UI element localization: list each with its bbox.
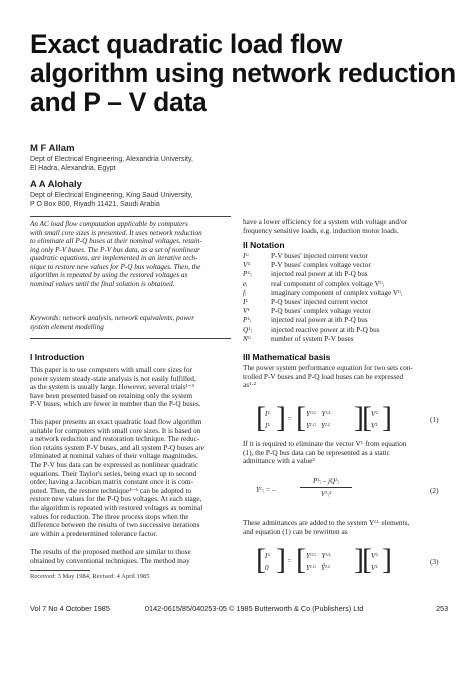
left-bracket: [ <box>296 401 306 434</box>
keywords <box>30 314 194 331</box>
notation-symbol: Pᴸᵢ <box>243 316 252 325</box>
text-line: tion retains system P-V buses, and all system P-Q buses are <box>30 442 204 452</box>
notation-description: real component of complex voltage Vᴳᵢ <box>271 279 384 288</box>
author-name: M F Allam <box>30 143 75 154</box>
text-line: suitable for computers with small core sizes. It is based on <box>30 425 201 435</box>
text-line: eliminated at nominal values of their voltage magnitudes. <box>30 451 198 461</box>
right-bracket: ] <box>276 401 286 434</box>
notation-symbol: Pᴳᵢ <box>243 270 252 279</box>
notation-row <box>243 298 402 307</box>
left-bracket: [ <box>362 543 372 576</box>
left-bracket: [ <box>296 543 306 576</box>
text-line: These admittances are added to the system Yᴸᴸ elements, <box>243 518 410 527</box>
notation-description: injected real power at ith P-Q bus <box>271 316 368 325</box>
notation-row <box>243 280 402 289</box>
left-bracket: [ <box>256 543 266 576</box>
notation-row <box>243 335 402 344</box>
left-bracket: [ <box>362 401 372 434</box>
text-line: trolled P-V buses and P-Q load buses can be expressed <box>243 371 404 381</box>
equation-2 <box>256 477 452 507</box>
notation-symbol: eᵢ <box>243 279 248 288</box>
affiliation-line: Dept of Electrical Engineering, Alexandria University, <box>30 156 193 163</box>
intro-paragraph-2 <box>30 418 204 538</box>
fraction-denominator: Vᴸᵢ² <box>320 490 332 498</box>
notation-list <box>243 252 402 344</box>
title-line: and P – V data <box>30 87 207 117</box>
notation-symbol: Iᴸ <box>243 298 249 307</box>
notation-symbol: Vᴸ <box>243 307 251 316</box>
notation-row <box>243 316 402 325</box>
keywords-line: Keywords: network analysis, network equivalents, power <box>30 314 195 322</box>
text-line: as¹·² <box>243 380 256 390</box>
text-line: have a lower efficiency for a system with voltage and/or <box>243 217 408 226</box>
text-line: as the system is usually large. However, several trials¹⁻³ <box>30 382 194 392</box>
vector-entry: Vᴳ <box>371 552 379 560</box>
equation-number: (2) <box>430 486 439 495</box>
vector-entry: Iᴳ <box>265 410 271 418</box>
right-bracket: ] <box>382 543 392 576</box>
keywords-line: system element modelling <box>30 322 104 331</box>
math-paragraph-2 <box>243 440 406 466</box>
abstract <box>30 220 202 288</box>
equals-sign: = <box>287 557 292 565</box>
vector-entry: Iᴸ <box>265 422 271 430</box>
vector-entry: Vᴳ <box>371 410 379 418</box>
author-affiliation <box>30 191 193 209</box>
equation-3 <box>256 545 452 579</box>
matrix-entry: Yᴳᴸ <box>321 552 332 560</box>
received-date: Received: 3 May 1984, Revised: 4 April 1985 <box>30 573 150 580</box>
intro-paragraph-3 <box>30 548 191 565</box>
equation-number: (3) <box>430 557 439 566</box>
paper-title <box>30 29 456 117</box>
equation-lhs: Yᴸᵢ = – <box>256 486 276 494</box>
right-bracket: ] <box>276 543 286 576</box>
text-line: and equation (1) can be rewritten as <box>243 526 348 536</box>
matrix-entry: Yᴸᴳ <box>306 564 316 572</box>
notation-row <box>243 270 402 279</box>
lhs-vector <box>265 408 271 432</box>
notation-row <box>243 252 402 261</box>
text-line: are within a predetermined tolerance factor. <box>30 528 158 538</box>
notation-description: P-V buses' complex voltage vector <box>271 261 371 270</box>
fraction-bar <box>300 487 352 488</box>
left-bracket: [ <box>256 401 266 434</box>
keywords-rule <box>30 338 231 339</box>
abstract-line: to eliminate all P-Q buses at their nominal voltages, retain- <box>30 237 202 245</box>
footnote-rule <box>30 570 90 571</box>
notation-heading: II Notation <box>243 240 285 250</box>
abstract-line: An AC load flow computation applicable by computers <box>30 220 188 228</box>
text-line: admittance with a value³ <box>243 456 315 466</box>
text-line: order, having a Jacobian matrix constant once it is com- <box>30 477 194 487</box>
abstract-line: nique to restore new values for P-Q bus voltages. Then, the <box>30 262 201 271</box>
fraction-numerator: Pᴸᵢ – jQᴸᵢ <box>312 477 340 485</box>
rhs-vector <box>371 408 378 432</box>
matrix-entry: Ŷᴸᴸ <box>321 564 331 572</box>
copyright-line: 0142-0615/85/040253-05 © 1985 Butterworth & Co (Publishers) Ltd <box>145 604 364 613</box>
notation-description: P-Q buses' injected current vector <box>271 298 369 307</box>
notation-symbol: Qᴸᵢ <box>243 325 253 334</box>
vector-entry: 0 <box>265 564 269 572</box>
notation-row <box>243 289 402 298</box>
matrix-entry: Yᴸᴳ <box>306 422 316 430</box>
notation-description: imaginary component of complex voltage Vᴳᵢ <box>271 288 403 297</box>
notation-description: injected real power at ith P-Q bus <box>271 270 368 279</box>
math-paragraph-1 <box>243 364 413 390</box>
text-line: the algorithm is repeated with restored voltages as nominal <box>30 502 203 512</box>
text-line: equations. Their Taylor's series, being exact up to second <box>30 468 197 478</box>
intro-paragraph-1 <box>30 366 201 409</box>
text-line: puted. Then, the restore technique⁴⁻⁶ can be adopted to <box>30 485 192 495</box>
equation-number: (1) <box>430 415 439 424</box>
equals-sign: = <box>287 415 292 423</box>
introduction-heading: I Introduction <box>30 352 85 362</box>
vector-entry: Vᴸ <box>371 564 379 572</box>
text-line: This paper presents an exact quadratic load flow algorithm <box>30 417 202 426</box>
matrix-entry: Yᴳᴳ <box>306 552 317 560</box>
right-bracket: ] <box>354 543 364 576</box>
notation-symbol: Vᴳ <box>243 261 251 270</box>
text-line: power system steady-state analysis is not easily fulfilled, <box>30 373 196 383</box>
notation-description: number of system P-V buses <box>271 334 354 343</box>
right-bracket: ] <box>354 401 364 434</box>
notation-symbol: fᵢ <box>243 288 247 297</box>
matrix-entry: Yᴳᴳ <box>306 410 317 418</box>
rhs-vector <box>371 550 378 574</box>
affiliation-line: Dept of Electrical Engineering, King Saud University, <box>30 192 193 199</box>
notation-row <box>243 326 402 335</box>
notation-description: P-Q buses' complex voltage vector <box>271 307 371 316</box>
notation-description: injected reactive power at ith P-Q bus <box>271 325 380 334</box>
vector-entry: Vᴸ <box>371 422 379 430</box>
notation-row <box>243 261 402 270</box>
lhs-vector <box>265 550 271 574</box>
fraction <box>300 477 352 498</box>
equation-1 <box>256 403 452 437</box>
abstract-line: algorithm is repeated by using the restored voltages as <box>30 271 188 279</box>
text-line: values for reduction. The three process stops when the <box>30 511 189 521</box>
author-name: A A Alohaly <box>30 179 82 190</box>
right-intro-paragraph <box>243 218 407 235</box>
title-line: Exact quadratic load flow <box>30 29 343 59</box>
affiliation-line: P O Box 800, Riyadh 11421, Saudi Arabia <box>30 201 160 208</box>
abstract-line: quadratic equations, are implemented in an iterative tech- <box>30 254 198 262</box>
matrix-entry: Yᴳᴸ <box>321 410 332 418</box>
matrix-entry: Yᴸᴸ <box>321 422 331 430</box>
text-line: This paper is to use computers with small core sizes for <box>30 365 193 374</box>
notation-description: P-V buses' injected current vector <box>271 252 368 260</box>
text-line: (1), the P-Q bus data can be represented as a static <box>243 447 390 457</box>
text-line: If it is required to eliminate the vector Vᴸ from equation <box>243 439 407 448</box>
text-line: a network reduction and restoration technique. The reduc- <box>30 434 200 444</box>
math-paragraph-3 <box>243 519 409 536</box>
page-number: 253 <box>436 604 449 613</box>
text-line: have been presented based on retaining only the system <box>30 390 193 400</box>
notation-row <box>243 307 402 316</box>
text-line: The P-V bus data can be expressed as nonlinear quadratic <box>30 459 199 469</box>
right-bracket: ] <box>382 401 392 434</box>
text-line: frequency sensitive loads, e.g. induction motor loads. <box>243 225 399 235</box>
text-line: restore new values for the P-Q bus voltages. At each stage, <box>30 494 202 504</box>
abstract-line: with small core sizes is presented. It uses network reduction <box>30 228 202 237</box>
text-line: P-V buses, which are fewer in number than the P-Q buses. <box>30 399 201 409</box>
text-line: obtained by conventional techniques. The method may <box>30 555 190 565</box>
notation-symbol: Nᴳ <box>243 334 252 343</box>
notation-symbol: Iᴳ <box>243 252 249 260</box>
affiliation-line: El Hadra, Alexandria, Egypt <box>30 165 116 172</box>
vector-entry: Iᴳ <box>265 552 271 560</box>
text-line: The results of the proposed method are similar to those <box>30 547 191 556</box>
abstract-line: nominal values until the final solution is obtained. <box>30 279 175 288</box>
abstract-rule <box>30 216 231 217</box>
abstract-line: ing only P-V buses. The P-V bus data, as a set of nonlinear <box>30 245 200 254</box>
text-line: The power system performance equation for two sets con- <box>243 363 413 372</box>
title-line: algorithm using network reduction <box>30 58 456 88</box>
math-basis-heading: III Mathematical basis <box>243 352 331 362</box>
author-affiliation <box>30 155 193 173</box>
journal-volume: Vol 7 No 4 October 1985 <box>30 604 110 613</box>
text-line: difference between the results of two successive iterations <box>30 520 200 530</box>
